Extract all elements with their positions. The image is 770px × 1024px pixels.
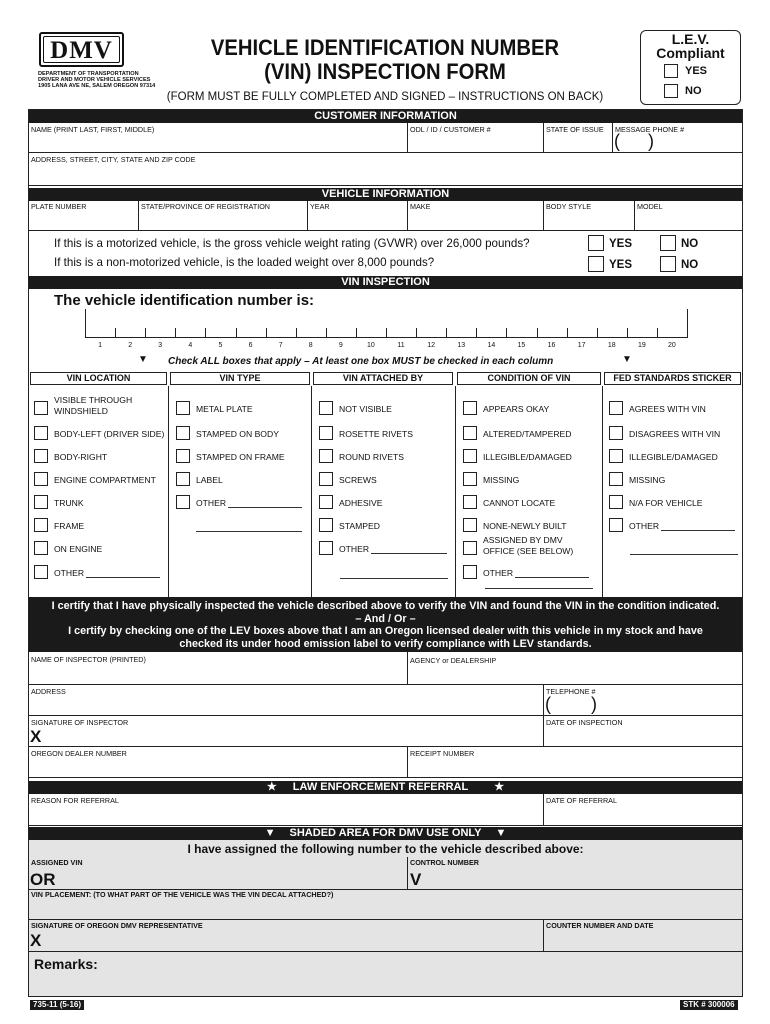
vin-location-other-line[interactable] (86, 577, 160, 578)
other-extra-line[interactable] (196, 531, 302, 532)
vin-location-option-label: OTHER (54, 568, 85, 578)
plate-label: PLATE NUMBER (31, 202, 87, 211)
vin-tick (326, 328, 327, 338)
condition-option-label: MISSING (483, 475, 520, 485)
vin-tick (145, 328, 146, 338)
vin-digit-label: 19 (637, 342, 646, 349)
vin-location-checkbox[interactable] (34, 565, 48, 579)
vin-tick (537, 328, 538, 338)
lev-title: L.E.V. (671, 31, 710, 47)
other-extra-line[interactable] (340, 578, 448, 579)
vin-location-option-label: BODY-LEFT (DRIVER SIDE) (54, 429, 165, 439)
lev-no-label: NO (685, 85, 702, 97)
phone-paren-close: ) (648, 131, 654, 151)
dmv-signature-x: X (30, 931, 42, 950)
condition-option-label: ASSIGNED BY DMV OFFICE (SEE BELOW) (483, 535, 574, 556)
star-icon: ★ (266, 781, 277, 793)
gvwr-no-checkbox[interactable] (660, 235, 676, 251)
control-number-field[interactable] (425, 870, 741, 888)
vin-location-option-label: VISIBLE THROUGH WINDSHIELD (54, 395, 133, 416)
condition-checkbox[interactable] (463, 518, 477, 532)
vin-tick (236, 328, 237, 338)
fed-sticker-checkbox[interactable] (609, 401, 623, 415)
vin-type-option-label: STAMPED ON FRAME (196, 452, 285, 462)
vin-location-checkbox[interactable] (34, 449, 48, 463)
form-number: 735-11 (5-16) (30, 1000, 84, 1010)
vin-attached-checkbox[interactable] (319, 495, 333, 509)
vin-digit-label: 10 (367, 342, 375, 349)
stock-number: STK # 300006 (680, 1000, 738, 1010)
vin-location-checkbox[interactable] (34, 518, 48, 532)
dmv-signature-label: SIGNATURE OF OREGON DMV REPRESENTATIVE (31, 921, 203, 930)
vin-digit-label: 7 (278, 342, 283, 349)
dept-line-3: 1905 LANA AVE NE, SALEM OREGON 97314 (38, 83, 156, 89)
referral-reason-field[interactable] (29, 806, 543, 824)
vin-attached-other-line[interactable] (371, 553, 447, 554)
gvwr-question: If this is a motorized vehicle, is the gross vehicle weight rating (GVWR) over 26,000 pounds? (54, 237, 530, 250)
vin-attached-checkbox[interactable] (319, 472, 333, 486)
model-label: MODEL (637, 202, 663, 211)
name-field[interactable] (29, 134, 407, 151)
inspector-name-field[interactable] (29, 665, 407, 683)
fed-sticker-other-line[interactable] (661, 530, 735, 531)
referral-reason-label: REASON FOR REFERRAL (31, 796, 119, 805)
fed-sticker-option-label: ILLEGIBLE/DAMAGED (629, 452, 718, 462)
vin-tick (356, 328, 357, 338)
condition-option-label: NONE-NEWLY BUILT (483, 521, 567, 531)
control-number-v: V (410, 870, 422, 889)
condition-option-label: OTHER (483, 568, 514, 578)
dept-line-2: DRIVER AND MOTOR VEHICLE SERVICES (38, 77, 151, 83)
dmv-signature-field[interactable] (48, 932, 542, 949)
col-header-vin-location: VIN LOCATION (30, 372, 167, 385)
vin-type-checkbox[interactable] (176, 472, 190, 486)
inspector-signature-x: X (30, 727, 42, 746)
vin-attached-checkbox[interactable] (319, 449, 333, 463)
registration-label: STATE/PROVINCE OF REGISTRATION (141, 202, 270, 211)
vin-location-option-label: ON ENGINE (54, 544, 103, 554)
other-extra-line[interactable] (485, 588, 593, 589)
vin-digit-label: 18 (607, 342, 616, 349)
assigned-vin-or: OR (30, 870, 56, 889)
address-label: ADDRESS, STREET, CITY, STATE AND ZIP CODE (31, 155, 196, 164)
vin-location-checkbox[interactable] (34, 472, 48, 486)
dept-line-1: DEPARTMENT OF TRANSPORTATION (38, 71, 139, 77)
dmv-use-bar (29, 827, 742, 840)
state-issue-label: STATE OF ISSUE (546, 125, 604, 134)
address-field[interactable] (29, 165, 742, 185)
vin-type-option-label: LABEL (196, 475, 223, 485)
vin-tick (627, 328, 628, 338)
condition-checkbox[interactable] (463, 401, 477, 415)
fed-sticker-checkbox[interactable] (609, 426, 623, 440)
vin-tick (175, 328, 176, 338)
vin-digit-label: 16 (547, 342, 556, 349)
vin-tick (657, 328, 658, 338)
vin-attached-option-label: STAMPED (339, 521, 380, 531)
vin-type-option-label: METAL PLATE (196, 404, 253, 414)
vin-attached-option-label: OTHER (339, 544, 370, 554)
condition-option-label: CANNOT LOCATE (483, 498, 556, 508)
vin-digit-label: 1 (98, 342, 102, 349)
vin-tick (416, 328, 417, 338)
vin-tick (115, 328, 116, 338)
condition-option-label: ALTERED/TAMPERED (483, 429, 572, 439)
vin-location-checkbox[interactable] (34, 426, 48, 440)
vin-location-option-label: ENGINE COMPARTMENT (54, 475, 156, 485)
fed-sticker-option-label: N/A FOR VEHICLE (629, 498, 703, 508)
fed-sticker-option-label: AGREES WITH VIN (629, 404, 706, 414)
vin-attached-option-label: ROUND RIVETS (339, 452, 404, 462)
vin-attached-checkbox[interactable] (319, 401, 333, 415)
vin-attached-option-label: SCREWS (339, 475, 377, 485)
vin-tick (476, 328, 477, 338)
vin-digit-label: 13 (457, 342, 466, 349)
condition-checkbox[interactable] (463, 565, 477, 579)
law-bar-label: LAW ENFORCEMENT REFERRAL (292, 781, 469, 793)
condition-checkbox[interactable] (463, 472, 477, 486)
customer-info-bar: CUSTOMER INFORMATION (29, 110, 742, 123)
control-number-label: CONTROL NUMBER (410, 858, 479, 867)
phone-paren-open: ( (614, 131, 620, 151)
telephone-label: TELEPHONE # (546, 687, 596, 696)
loaded-weight-question: If this is a non-motorized vehicle, is the loaded weight over 8,000 pounds? (54, 256, 435, 269)
condition-checkbox[interactable] (463, 426, 477, 440)
vin-tick (506, 328, 507, 338)
vin-tick (266, 328, 267, 338)
vin-tick (446, 328, 447, 338)
fed-sticker-checkbox[interactable] (609, 472, 623, 486)
vin-type-other-line[interactable] (228, 507, 302, 508)
condition-checkbox[interactable] (463, 541, 477, 555)
condition-other-line[interactable] (515, 577, 589, 578)
arrow-down-icon: ▼ (264, 827, 276, 839)
fed-sticker-option-label: OTHER (629, 521, 660, 531)
certify-line-1: I certify that I have physically inspected the vehicle described above to verify the VIN and found the VIN in the condition indicated. (51, 600, 720, 612)
vin-attached-option-label: NOT VISIBLE (339, 404, 392, 414)
vin-type-checkbox[interactable] (176, 449, 190, 463)
vin-location-option-label: FRAME (54, 521, 85, 531)
vehicle-info-bar: VEHICLE INFORMATION (29, 188, 742, 201)
remarks-field[interactable] (110, 954, 740, 994)
check-note: Check ALL boxes that apply – At least one box MUST be checked in each column (168, 356, 554, 367)
vin-attached-checkbox[interactable] (319, 518, 333, 532)
fed-sticker-checkbox[interactable] (609, 495, 623, 509)
vin-digit-label: 17 (577, 342, 586, 349)
vin-attached-checkbox[interactable] (319, 541, 333, 555)
receipt-number-label: RECEIPT NUMBER (410, 749, 475, 758)
odl-label: ODL / ID / CUSTOMER # (410, 125, 491, 134)
name-label: NAME (PRINT LAST, FIRST, MIDDLE) (31, 125, 155, 134)
vin-digit-label: 14 (487, 342, 496, 349)
vin-heading: The vehicle identification number is: (54, 292, 315, 309)
message-phone-label: MESSAGE PHONE # (615, 125, 685, 134)
vin-inspection-bar: VIN INSPECTION (29, 276, 742, 289)
lev-compliant: Compliant (656, 45, 725, 61)
fed-sticker-option-label: MISSING (629, 475, 666, 485)
inspector-name-label: NAME OF INSPECTOR (PRINTED) (31, 655, 146, 664)
condition-checkbox[interactable] (463, 449, 477, 463)
page-title: VEHICLE IDENTIFICATION NUMBER (210, 35, 560, 60)
gvwr-no-label: NO (681, 238, 699, 250)
assigned-vin-label: ASSIGNED VIN (31, 858, 83, 867)
make-label: MAKE (410, 202, 431, 211)
vin-type-checkbox[interactable] (176, 426, 190, 440)
condition-option-label: APPEARS OKAY (483, 404, 550, 414)
vin-type-checkbox[interactable] (176, 495, 190, 509)
vin-digit-label: 3 (158, 342, 163, 349)
tel-paren-open: ( (545, 694, 551, 714)
vin-digit-label: 15 (517, 342, 526, 349)
fed-sticker-checkbox[interactable] (609, 518, 623, 532)
vin-type-option-label: STAMPED ON BODY (196, 429, 279, 439)
dmv-logo (39, 32, 124, 67)
lev-yes-checkbox[interactable] (664, 64, 678, 78)
weight-yes-checkbox[interactable] (588, 256, 604, 272)
inspector-signature-label: SIGNATURE OF INSPECTOR (31, 718, 129, 727)
tel-paren-close: ) (591, 694, 597, 714)
inspection-date-label: DATE OF INSPECTION (546, 718, 623, 727)
dealer-number-label: OREGON DEALER NUMBER (31, 749, 127, 758)
col-header-vin-type: VIN TYPE (170, 372, 310, 385)
vin-placement-field[interactable] (29, 900, 742, 918)
remarks-label: Remarks: (34, 956, 98, 972)
vin-digit-label: 11 (397, 342, 405, 349)
vin-digit-label: 8 (308, 342, 313, 349)
vin-digit-label: 9 (338, 342, 343, 349)
dmv-bar-label: SHADED AREA FOR DMV USE ONLY (289, 827, 482, 839)
certify-line-2: – And / Or – (355, 612, 416, 625)
vin-digit-label: 2 (128, 342, 133, 349)
weight-yes-label: YES (609, 259, 633, 271)
vin-attached-option-label: ROSETTE RIVETS (339, 429, 414, 439)
check-arrow-left: ▼ (138, 354, 148, 365)
fed-sticker-option-label: DISAGREES WITH VIN (629, 429, 721, 439)
vin-tick (567, 328, 568, 338)
logo-text: DMV (43, 36, 120, 63)
gvwr-yes-checkbox[interactable] (588, 235, 604, 251)
weight-no-label: NO (681, 259, 699, 271)
inspector-signature-field[interactable] (48, 728, 542, 745)
page-subtitle: (FORM MUST BE FULLY COMPLETED AND SIGNED – INSTRUCTIONS ON BACK) (166, 91, 604, 103)
gvwr-yes-label: YES (609, 238, 633, 250)
vin-location-checkbox[interactable] (34, 401, 48, 415)
condition-option-label: ILLEGIBLE/DAMAGED (483, 452, 572, 462)
vin-location-checkbox[interactable] (34, 541, 48, 555)
vin-location-checkbox[interactable] (34, 495, 48, 509)
vin-type-checkbox[interactable] (176, 401, 190, 415)
condition-checkbox[interactable] (463, 495, 477, 509)
law-enforcement-bar (29, 781, 742, 794)
vin-tick (205, 328, 206, 338)
other-extra-line[interactable] (630, 554, 738, 555)
vin-attached-option-label: ADHESIVE (339, 498, 383, 508)
vin-digit-label: 4 (188, 342, 193, 349)
check-arrow-right: ▼ (622, 354, 632, 365)
certify-line-4: checked its under hood emission label to verify compliance with LEV standards. (179, 637, 592, 650)
weight-no-checkbox[interactable] (660, 256, 676, 272)
vin-type-option-label: OTHER (196, 498, 227, 508)
arrow-down-icon: ▼ (495, 827, 507, 839)
vin-placement-label: VIN PLACEMENT: (TO WHAT PART OF THE VEHICLE WAS THE VIN DECAL ATTACHED?) (31, 890, 334, 899)
vin-digit-label: 12 (427, 342, 436, 349)
vin-tick (386, 328, 387, 338)
col-header-condition: CONDITION OF VIN (457, 372, 601, 385)
vin-digit-label: 6 (248, 342, 253, 349)
inspector-address-label: ADDRESS (31, 687, 66, 696)
col-header-fed-sticker: FED STANDARDS STICKER (604, 372, 741, 385)
body-style-label: BODY STYLE (546, 202, 592, 211)
assigned-vin-field[interactable] (60, 870, 406, 888)
inspector-address-field[interactable] (29, 697, 543, 714)
assigned-title: I have assigned the following number to the vehicle described above: (187, 842, 584, 856)
agency-field[interactable] (408, 665, 742, 683)
lev-no-checkbox[interactable] (664, 84, 678, 98)
vin-tick (687, 309, 688, 338)
fed-sticker-checkbox[interactable] (609, 449, 623, 463)
vin-location-option-label: TRUNK (54, 498, 84, 508)
vin-attached-checkbox[interactable] (319, 426, 333, 440)
certification-block (29, 597, 742, 652)
page-title-2: (VIN) INSPECTION FORM (264, 59, 506, 84)
vin-digit-label: 5 (218, 342, 223, 349)
referral-date-label: DATE OF REFERRAL (546, 796, 617, 805)
certify-line-3: I certify by checking one of the LEV boxes above that I am an Oregon licensed dealer with this vehicle in my stock and have (68, 625, 703, 637)
vin-digit-label: 20 (668, 342, 676, 349)
counter-number-label: COUNTER NUMBER AND DATE (546, 921, 654, 930)
vin-location-option-label: BODY-RIGHT (54, 452, 108, 462)
col-header-vin-attached: VIN ATTACHED BY (313, 372, 453, 385)
star-icon: ★ (494, 781, 505, 793)
vin-tick (597, 328, 598, 338)
vin-tick (296, 328, 297, 338)
vin-tick (85, 309, 86, 338)
lev-yes-label: YES (685, 65, 708, 77)
agency-label: AGENCY or DEALERSHIP (410, 656, 497, 665)
year-label: YEAR (310, 202, 330, 211)
